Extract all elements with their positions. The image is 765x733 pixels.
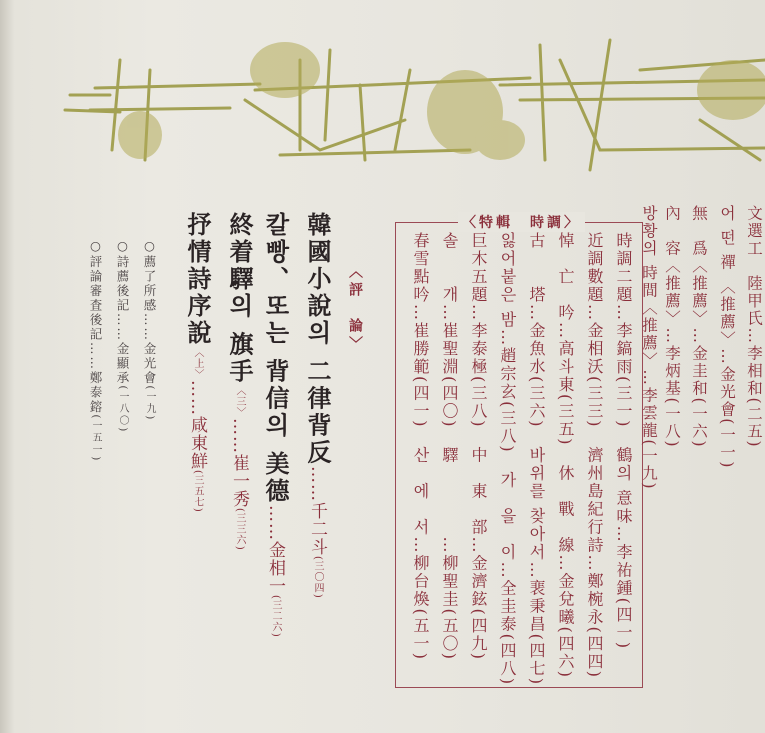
special-line-2: 近調數題…金相沃(三三) 濟州島紀行詩…鄭椀永(四四) [585, 232, 604, 679]
special-line-4: 古 塔…金魚水(三六) 바위를 찾아서…裵秉昌(四七) [527, 232, 546, 687]
review-title-1: 韓國小說의 二律背反 [303, 212, 332, 467]
special-line-5: 잃어붙은 밤…趙宗玄(三八) 가 을 이…全圭泰(四八) [498, 232, 517, 687]
special-line-7: 솔 개…崔聖淵(四〇) 驛 …柳聖圭(五〇) [440, 232, 459, 661]
special-feature-heading: 〈特輯 時調〉 [458, 212, 585, 232]
review-author-3: ……崔一秀(三三六) [229, 418, 249, 552]
review-item-2 [258, 212, 293, 692]
brush-ornament-illustration [0, 0, 765, 200]
rec-line-1: 文選工 陸甲氏…李相和(二五) [745, 205, 763, 449]
review-title-3: 終着驛의 旗手 [225, 212, 254, 386]
special-line-1: 時調二題…李鎬雨(三一) 鶴의 意味…李祐鍾(四一) [614, 232, 633, 651]
special-line-6: 巨木五題…李泰極(三八) 中 東 部…金濟鉉(四九) [469, 232, 488, 661]
special-line-8: 春雪點吟…崔勝範(四一) 산 에 서…柳台煥(五一) [411, 232, 430, 661]
special-line-3: 悼 亡 吟…高斗東(三五) 休 戰 線…金兌曦(四六) [556, 232, 575, 679]
misc-item-3: ○評論審査後記……鄭泰鎔(一五一) [88, 238, 103, 463]
rec-line-5: 방황의 時間〈推薦〉…李雲龍(一九) [640, 205, 658, 491]
review-author-2: ……金相一(三二六) [265, 504, 285, 638]
review-item-1 [300, 212, 335, 692]
rec-line-2: 어 떤 禪 〈推薦〉…金光會(一一) [718, 205, 736, 470]
review-heading: 〈評 論〉 [347, 264, 363, 354]
review-title-4: 抒情詩序說 [183, 212, 212, 347]
rec-line-4: 內 容〈推薦〉…李炳基(一八) [663, 205, 681, 449]
review-title-2: 칼빵、또는 背信의 美德 [261, 212, 290, 505]
misc-item-1: ○薦了所感……金光會(一九) [142, 238, 157, 422]
review-item-3: 終着驛의 旗手〈三〉……崔一秀(三三六) [225, 212, 254, 552]
review-author-1: ……千二斗(三〇四) [307, 466, 327, 600]
rec-line-3: 無 爲〈推薦〉…金圭和(一六) [690, 205, 708, 449]
misc-item-2: ○詩薦後記……金顯承(一八〇) [115, 238, 130, 434]
review-item-4: 抒情詩序說〈上〉……咸東鮮(三五七) [183, 212, 212, 513]
review-author-4: ……咸東鮮(三五七) [187, 380, 207, 513]
